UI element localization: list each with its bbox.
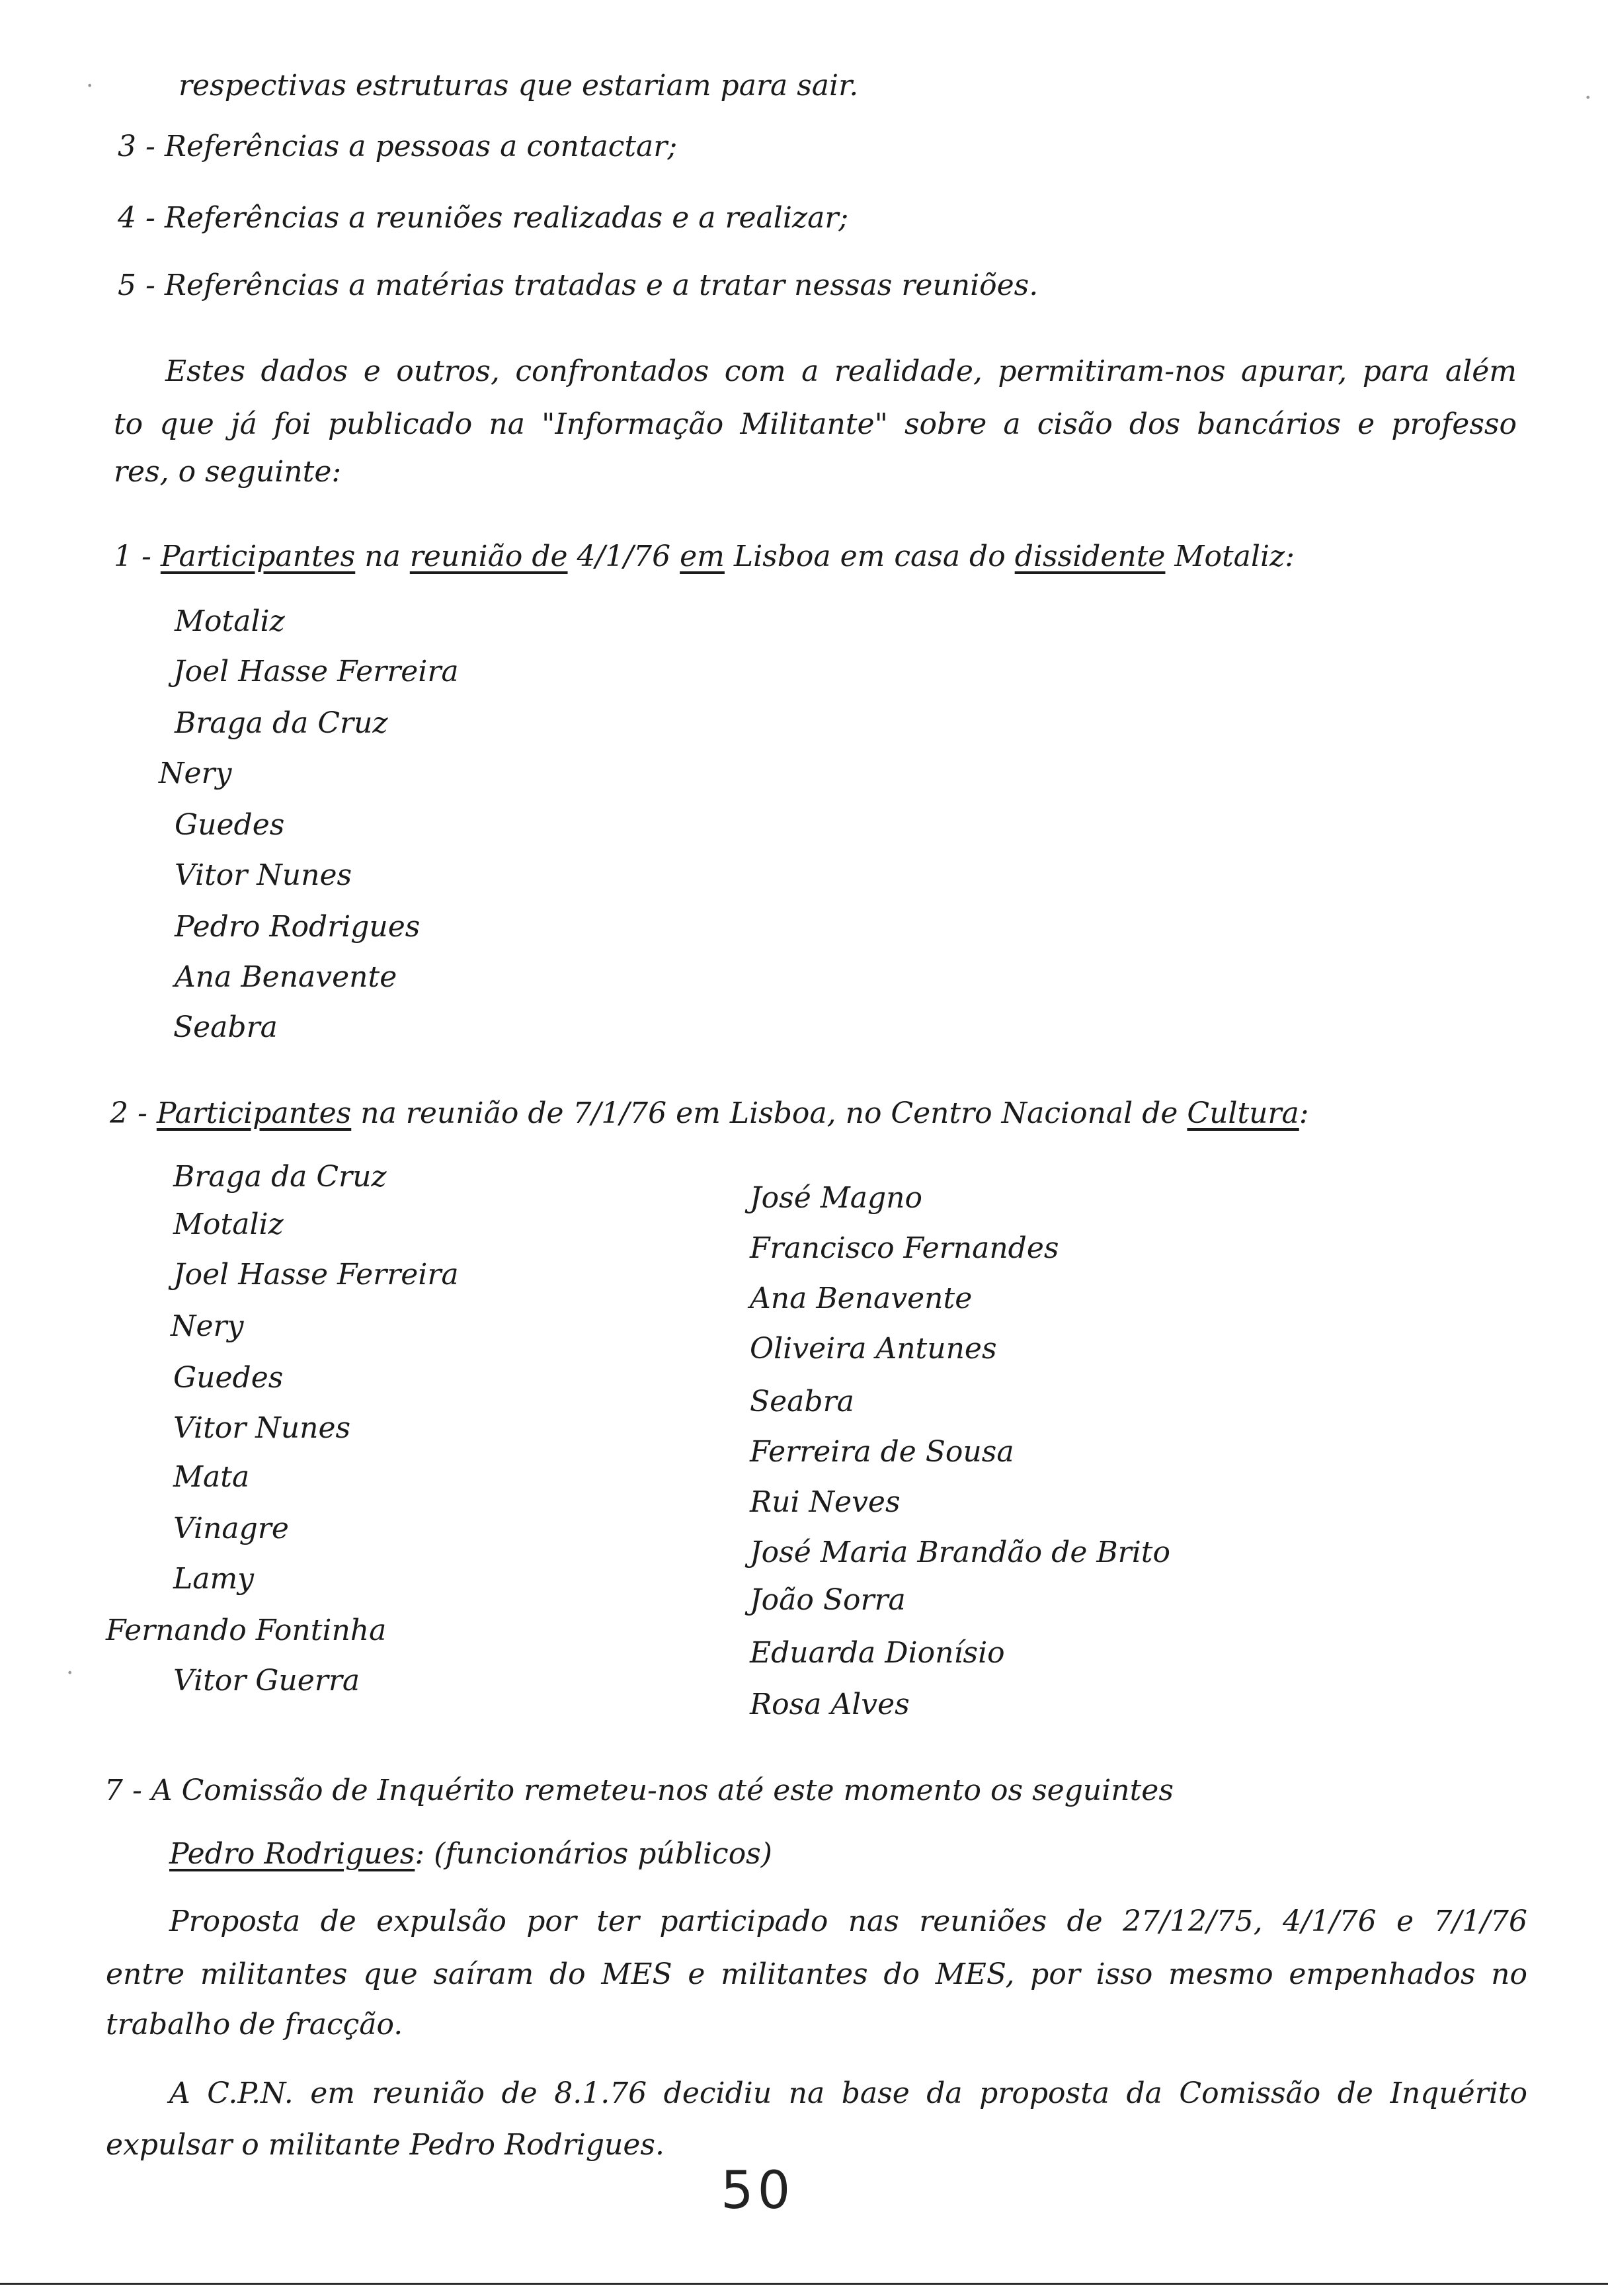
list-item: Pedro Rodrigues <box>175 910 421 944</box>
page-number: 50 <box>721 2161 795 2221</box>
section-2-heading-cultura: Cultura <box>1187 1096 1299 1130</box>
section-7-subject-name: Pedro Rodrigues <box>169 1837 415 1871</box>
list-item: Nery <box>171 1309 244 1343</box>
section-7-decision-line-2: expulsar o militante Pedro Rodrigues. <box>106 2128 664 2162</box>
section-1-heading-dissidente: dissidente <box>1014 540 1166 573</box>
section-1-heading-participantes: Participantes <box>160 540 356 573</box>
list-item: Guedes <box>175 808 285 842</box>
list-item: Seabra <box>750 1385 854 1418</box>
list-item: Francisco Fernandes <box>750 1231 1059 1265</box>
intro-line-1: Estes dados e outros, confrontados com a realidade, permitiram-nos apurar, para além <box>165 354 1517 388</box>
section-2-heading-prefix: 2 - <box>110 1096 157 1130</box>
list-item: Eduarda Dionísio <box>750 1636 1005 1670</box>
list-item: Ana Benavente <box>175 960 397 994</box>
list-item: Rui Neves <box>750 1485 901 1519</box>
section-1-heading-end: Motaliz: <box>1165 540 1295 573</box>
list-item-4: 4 - Referências a reuniões realizadas e a realizar; <box>118 201 849 235</box>
section-1-heading-reuniao: reunião de <box>409 540 568 573</box>
intro-line-3: res, o seguinte: <box>114 455 342 489</box>
intro-line-2 <box>114 407 1517 441</box>
list-item: Mata <box>173 1460 250 1494</box>
section-1-heading-prefix: 1 - <box>114 540 161 573</box>
section-7-subject-suffix: : (funcionários públicos) <box>415 1837 772 1871</box>
scan-mark: · <box>1584 85 1592 112</box>
list-item: Joel Hasse Ferreira <box>173 1258 459 1292</box>
list-item: Rosa Alves <box>750 1688 910 1721</box>
header-continuation: respectivas estruturas que estariam para sair. <box>179 69 859 102</box>
list-item-5: 5 - Referências a matérias tratadas e a tratar nessas reuniões. <box>118 268 1039 302</box>
section-2-heading-middle: na reunião de 7/1/76 em Lisboa, no Centro Nacional de <box>351 1096 1187 1130</box>
scan-mark: · <box>86 73 94 100</box>
list-item: Seabra <box>173 1010 278 1044</box>
list-item: Joel Hasse Ferreira <box>173 655 459 688</box>
section-2-heading-participantes: Participantes <box>156 1096 352 1130</box>
list-item: Motaliz <box>175 604 285 638</box>
section-2-heading <box>110 1096 1309 1130</box>
section-1-heading-na: na <box>355 540 410 573</box>
list-item: Motaliz <box>173 1208 284 1241</box>
list-item: Lamy <box>173 1562 255 1596</box>
list-item: Vinagre <box>173 1512 289 1545</box>
list-item: Vitor Guerra <box>173 1664 360 1698</box>
list-item: Braga da Cruz <box>173 1160 387 1194</box>
section-7-subject <box>169 1837 772 1871</box>
section-7-paragraph-line-1: Proposta de expulsão por ter participado nas reuniões de 27/12/75, 4/1/76 e 7/1/76 <box>169 1905 1527 1938</box>
list-item: Oliveira Antunes <box>750 1332 997 1366</box>
list-item: João Sorra <box>750 1583 906 1617</box>
list-item-3: 3 - Referências a pessoas a contactar; <box>118 130 678 163</box>
list-item: José Magno <box>750 1181 923 1215</box>
section-7-decision-line-1: A C.P.N. em reunião de 8.1.76 decidiu na base da proposta da Comissão de Inquérito <box>169 2076 1527 2110</box>
bottom-rule <box>0 2283 1608 2285</box>
list-item: Vitor Nunes <box>173 1411 351 1445</box>
list-item: Ferreira de Sousa <box>750 1435 1014 1469</box>
scan-mark: · <box>66 1660 74 1687</box>
list-item: Fernando Fontinha <box>106 1614 387 1647</box>
section-7-paragraph-line-2: entre militantes que saíram do MES e militantes do MES, por isso mesmo empenhados no <box>106 1957 1527 1991</box>
intro-line-2-text: to que já foi publicado na "Informação Militante" sobre a cisão dos bancários e professo <box>114 407 1517 441</box>
section-7-paragraph-line-3: trabalho de fracção. <box>106 2008 403 2041</box>
list-item: Vitor Nunes <box>175 858 352 892</box>
list-item: Ana Benavente <box>750 1282 973 1315</box>
section-1-heading <box>114 542 1295 571</box>
section-1-heading-em: em <box>680 540 725 573</box>
section-2-heading-end: : <box>1299 1096 1309 1130</box>
list-item: José Maria Brandão de Brito <box>750 1536 1170 1569</box>
list-item: Nery <box>159 757 232 790</box>
section-1-heading-place: Lisboa em casa do <box>724 540 1015 573</box>
section-7-heading: 7 - A Comissão de Inquérito remeteu-nos até este momento os seguintes <box>104 1774 1174 1807</box>
section-1-heading-date: 4/1/76 <box>567 540 680 573</box>
list-item: Braga da Cruz <box>175 706 388 740</box>
list-item: Guedes <box>173 1361 284 1395</box>
